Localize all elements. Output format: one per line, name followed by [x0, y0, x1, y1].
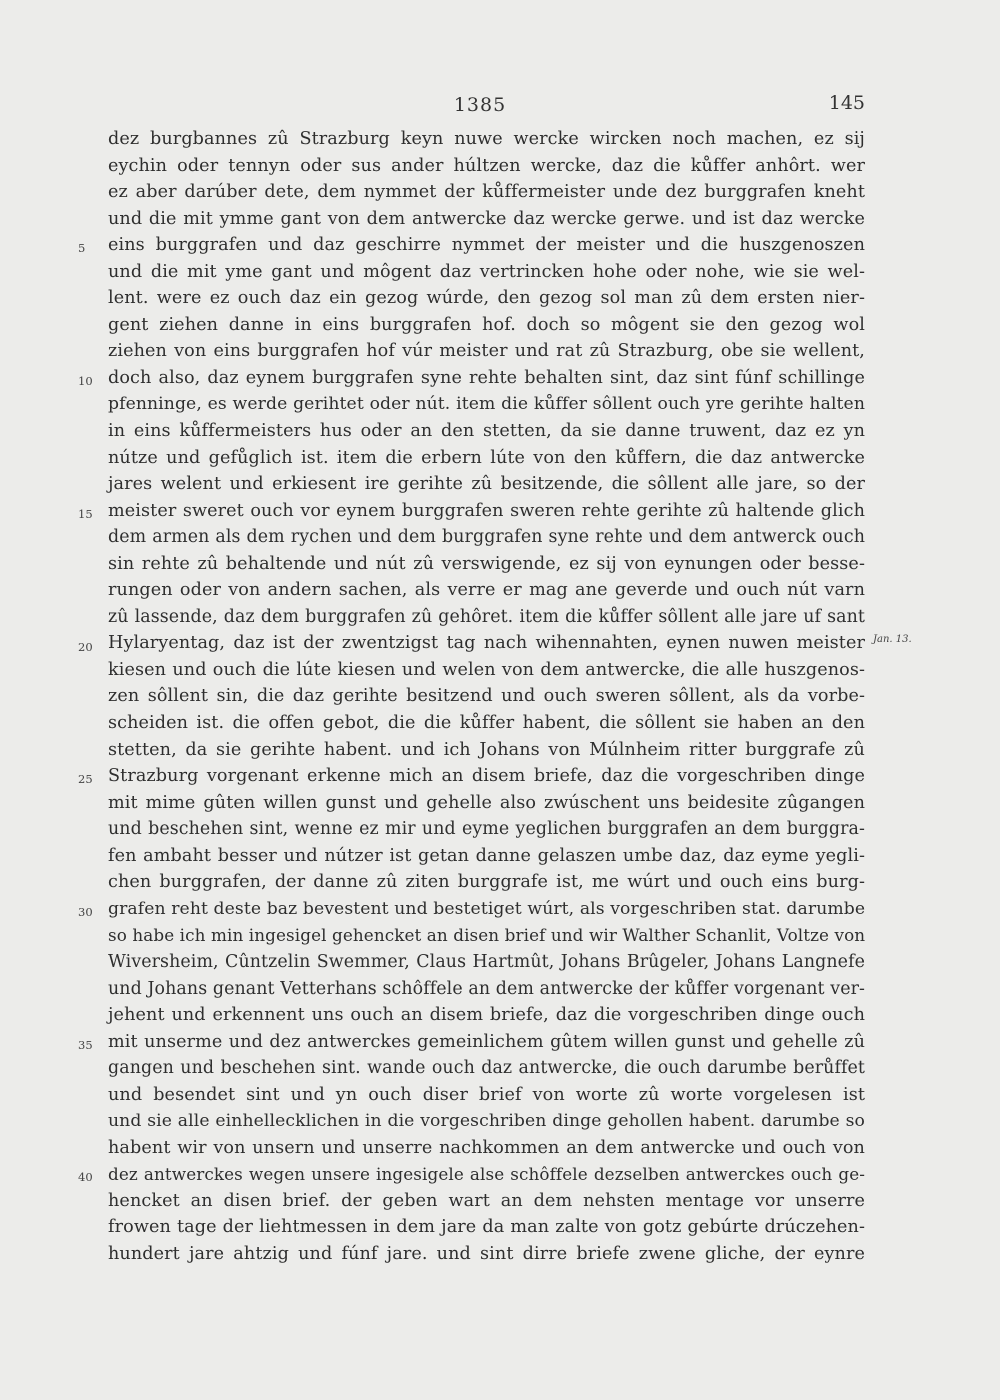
text-line: und beschehen sint, wenne ez mir und eyme yeglichen burggrafen an dem burggra-	[108, 819, 865, 840]
text-line: dem armen als dem rychen und dem burggrafen syne rehte und dem antwerck ouch	[108, 527, 865, 548]
text-line: rungen oder von andern sachen, als verre er mag ane geverde und ouch nút varn	[108, 580, 865, 601]
text-line: gangen und beschehen sint. wande ouch daz antwercke, die ouch darumbe berůffet	[108, 1058, 865, 1079]
text-line: gent ziehen danne in eins burggrafen hof. doch so môgent sie den gezog wol	[108, 314, 865, 335]
text-line: Hylaryentag, daz ist der zwentzigst tag nach wihennahten, eynen nuwen meister	[108, 633, 865, 654]
text-line: eins burggrafen und daz geschirre nymmet der meister und die huszgenoszen	[108, 235, 865, 256]
text-line: pfenninge, es werde gerihtet oder nút. item die kůffer sôllent ouch yre gerihte halten	[108, 394, 865, 415]
text-line: fen ambaht besser und nútzer ist getan danne gelaszen umbe daz, daz eyme yegli-	[108, 845, 865, 866]
running-header-year: 1385	[453, 94, 507, 116]
line-number: 5	[78, 241, 86, 255]
text-line: hencket an disen brief. der geben wart an dem nehsten mentage vor unserre	[108, 1190, 865, 1211]
text-line: zû lassende, daz dem burggrafen zû gehôret. item die kůffer sôllent alle jare uf sant	[108, 606, 865, 627]
text-line: lent. were ez ouch daz ein gezog wúrde, den gezog sol man zû dem ersten nier-	[108, 288, 865, 309]
line-number: 30	[78, 905, 93, 919]
text-line: ez aber darúber dete, dem nymmet der kůffermeister unde dez burggrafen kneht	[108, 182, 865, 203]
text-line: in eins kůffermeisters hus oder an den stetten, da sie danne truwent, daz ez yn	[108, 421, 865, 442]
text-line: und sie alle einhellecklichen in die vorgeschriben dinge gehollen habent. darumbe so	[108, 1111, 865, 1132]
text-line: zen sôllent sin, die daz gerihte besitzend und ouch sweren sôllent, als da vorbe-	[108, 686, 865, 707]
text-line: sin rehte zû behaltende und nút zû verswigende, ez sij von eynungen oder besse-	[108, 553, 865, 574]
line-number: 10	[78, 374, 93, 388]
text-line: grafen reht deste baz bevestent und bestetiget wúrt, als vorgeschriben stat. darumbe	[108, 898, 866, 919]
line-number: 40	[78, 1170, 93, 1184]
text-line: und Johans genant Vetterhans schôffele an dem antwercke der kůffer vorgenant ver-	[108, 978, 865, 999]
text-line: und die mit ymme gant von dem antwercke daz wercke gerwe. und ist daz wercke	[108, 208, 865, 229]
text-line: chen burggrafen, der danne zû ziten burggrafe ist, me wúrt und ouch eins burg-	[108, 872, 865, 893]
text-line: jehent und erkennent uns ouch an disem briefe, daz die vorgeschriben dinge ouch	[108, 1005, 865, 1026]
text-line: eychin oder tennyn oder sus ander húltzen wercke, daz die kůffer anhôrt. wer	[108, 155, 865, 176]
text-line: nútze und gefůglich ist. item die erbern lúte von den kůffern, die daz antwercke	[108, 447, 865, 468]
text-line: meister sweret ouch vor eynem burggrafen sweren rehte gerihte zû haltende glich	[108, 500, 865, 521]
text-line: stetten, da sie gerihte habent. und ich Johans von Múlnheim ritter burggrafe zû	[108, 739, 865, 760]
text-line: frowen tage der liehtmessen in dem jare da man zalte von gotz gebúrte drúczehen-	[108, 1217, 865, 1238]
text-line: mit unserme und dez antwerckes gemeinlichem gûtem willen gunst und gehelle zû	[108, 1031, 865, 1052]
text-line: jares welent und erkiesent ire gerihte zû besitzende, die sôllent alle jare, so der	[108, 474, 865, 495]
text-line: ziehen von eins burggrafen hof vúr meister und rat zû Strazburg, obe sie wellent,	[108, 341, 865, 362]
text-line: habent wir von unsern und unserre nachkommen an dem antwercke und ouch von	[108, 1137, 865, 1158]
text-line: und die mit yme gant und môgent daz vertrincken hohe oder nohe, wie sie wel-	[108, 261, 865, 282]
text-line: und besendet sint und yn ouch diser brief von worte zû worte vorgelesen ist	[108, 1084, 865, 1105]
text-line: Wiversheim, Cûntzelin Swemmer, Claus Hartmût, Johans Brûgeler, Johans Langnefe	[108, 951, 865, 972]
text-line: so habe ich min ingesigel gehencket an disen brief und wir Walther Schanlit, Voltze von	[108, 925, 866, 946]
page-number: 145	[828, 92, 865, 114]
text-line: hundert jare ahtzig und fúnf jare. und sint dirre briefe zwene gliche, der eynre	[108, 1243, 865, 1264]
text-line: Strazburg vorgenant erkenne mich an disem briefe, daz die vorgeschriben dinge	[108, 766, 865, 787]
text-line: dez antwerckes wegen unsere ingesigele alse schôffele dezselben antwerckes ouch ge-	[108, 1164, 865, 1185]
text-line: mit mime gûten willen gunst und gehelle also zwúschent uns beidesite zûgangen	[108, 792, 865, 813]
margin-date-note: Jan. 13.	[873, 634, 912, 645]
line-number: 35	[78, 1038, 93, 1052]
line-number: 25	[78, 772, 93, 786]
main-text-block	[108, 126, 865, 1268]
line-number: 15	[78, 507, 93, 521]
text-line: kiesen und ouch die lúte kiesen und welen von dem antwercke, die alle huszgenos-	[108, 659, 865, 680]
text-line: doch also, daz eynem burggrafen syne rehte behalten sint, daz sint fúnf schillinge	[108, 367, 865, 388]
line-number: 20	[78, 640, 93, 654]
text-line: dez burgbannes zû Strazburg keyn nuwe wercke wircken noch machen, ez sij	[108, 129, 865, 149]
text-line: scheiden ist. die offen gebot, die die kůffer habent, die sôllent sie haben an den	[108, 713, 865, 734]
